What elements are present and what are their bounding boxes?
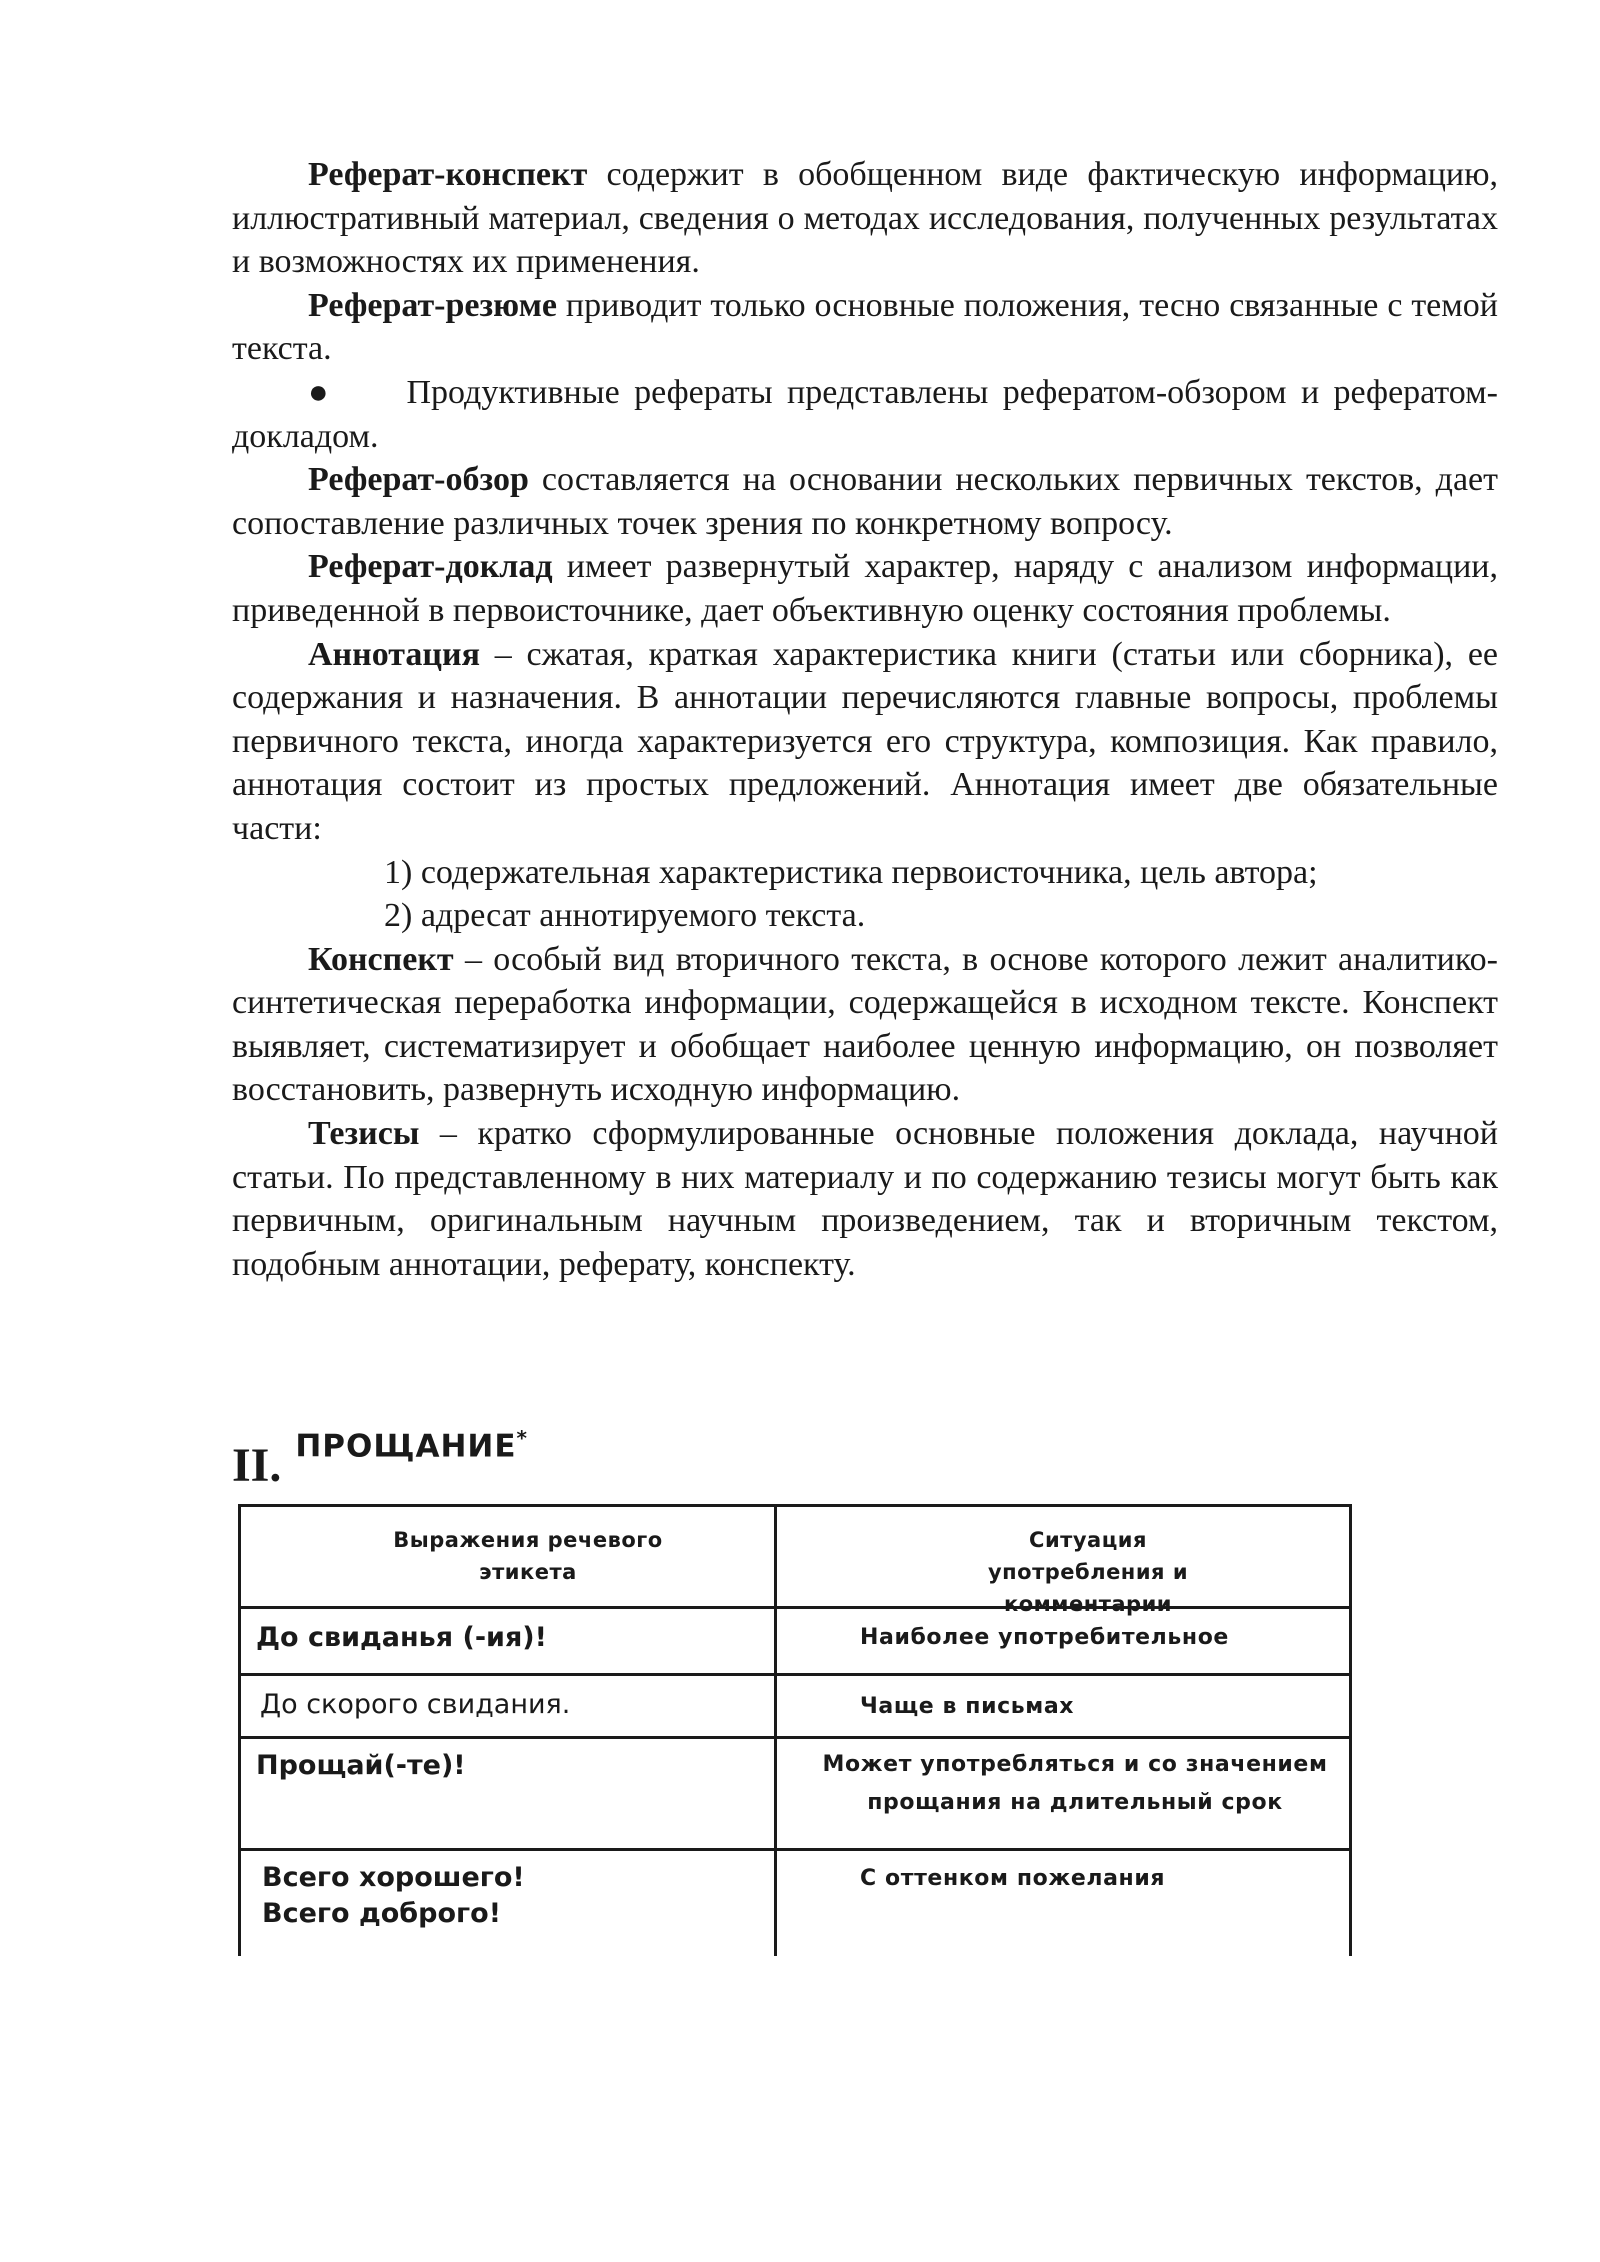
term: Реферат-доклад: [308, 548, 553, 586]
paragraph-referat-obzor: [232, 458, 1498, 545]
table-row-expression: Всего хорошего! Всего доброго!: [262, 1862, 525, 1929]
section-title: [295, 1426, 528, 1464]
paragraph-referat-doklad: [232, 545, 1498, 632]
table-row-comment: Чаще в письмах: [860, 1694, 1075, 1719]
table-header-expressions: Выражения речевого этикета: [393, 1528, 663, 1584]
list-item: 2) адресат аннотируемого текста.: [384, 897, 866, 935]
body-text: [232, 153, 1498, 1286]
term: Реферат-обзор: [308, 461, 529, 499]
term: Аннотация: [308, 635, 480, 673]
paragraph-text: составляется на основании нескольких первичных текстов, дает сопоставление различных точек зрения по конкретному вопросу.: [232, 461, 1498, 542]
paragraph-text: приводит только основные положения, тесно связанные с темой текста.: [232, 286, 1498, 368]
paragraph-text: – сжатая, краткая характеристика книги (статьи или сборника), ее содержания и назначения. В аннотации перечисляются главные вопросы, проблемы первичного текста, иногда характеризуется его структура, композиция. Как правило, аннотация состоит из простых предложений. Аннотация имеет две обязательные части:: [232, 635, 1498, 847]
paragraph-tezisy: [232, 1112, 1498, 1286]
term: Конспект: [308, 940, 454, 978]
paragraph-referat-konspekt: [232, 153, 1498, 284]
section-heading: [232, 1425, 528, 1492]
table-divider: [774, 1504, 777, 1956]
table-border: [1349, 1504, 1352, 1956]
list-item: 1) содержательная характеристика первоисточника, цель автора;: [384, 853, 1318, 891]
table-row-comment: С оттенком пожелания: [860, 1866, 1166, 1891]
table-border: [238, 1504, 241, 1956]
table-divider: [238, 1673, 1352, 1676]
table-row-expression: До скорого свидания.: [260, 1689, 571, 1720]
table-divider: [238, 1848, 1352, 1851]
bullet-icon: ●: [308, 373, 335, 411]
paragraph-text: содержит в обобщенном виде фактическую информацию, иллюстративный материал, сведения о методах исследования, полученных результатах и возможностях их применения.: [232, 156, 1498, 281]
table-divider: [238, 1736, 1352, 1739]
table-row-expression: Прощай(-те)!: [256, 1750, 466, 1781]
table-header-situation: Ситуация употребления и комментарии: [987, 1528, 1189, 1616]
bullet-paragraph: [232, 371, 1498, 458]
term: Тезисы: [308, 1115, 420, 1153]
paragraph-text: – особый вид вторичного текста, в основе которого лежит аналитико-синтетическая переработка информации, содержащейся в исходном тексте. Конспект выявляет, систематизирует и обобщает наиболее ценную информацию, он позволяет восстановить, развернуть исходную информацию.: [232, 940, 1498, 1109]
paragraph-text: имеет развернутый характер, наряду с анализом информации, приведенной в первоисточнике, дает объективную оценку состояния проблемы.: [232, 548, 1498, 629]
paragraph-referat-rezume: [232, 284, 1498, 371]
term: Реферат-резюме: [308, 286, 557, 324]
table-border: [238, 1504, 1352, 1507]
paragraph-konspekt: [232, 938, 1498, 1112]
paragraph-text: – кратко сформулированные основные положения доклада, научной статьи. По представленному в них материалу и по содержанию тезисы могут быть как первичным, оригинальным научным произведением, так и вторичным текстом, подобным аннотации, реферату, конспекту.: [232, 1115, 1498, 1283]
footnote-mark: *: [516, 1425, 528, 1450]
paragraph-text: Продуктивные рефераты представлены рефератом-обзором и рефератом-докладом.: [232, 373, 1498, 455]
term: Реферат-конспект: [308, 156, 588, 193]
table-row-expression: До свиданья (-ия)!: [256, 1622, 547, 1653]
table-row-comment: Может употребляться и со значением прощания на длительный срок: [822, 1752, 1328, 1815]
section-number: II.: [232, 1439, 282, 1492]
paragraph-annotaciya: [232, 633, 1498, 851]
table-row-comment: Наиболее употребительное: [860, 1625, 1229, 1650]
etiquette-table: [238, 1504, 1352, 1956]
section-title-text: ПРОЩАНИЕ: [295, 1428, 517, 1464]
